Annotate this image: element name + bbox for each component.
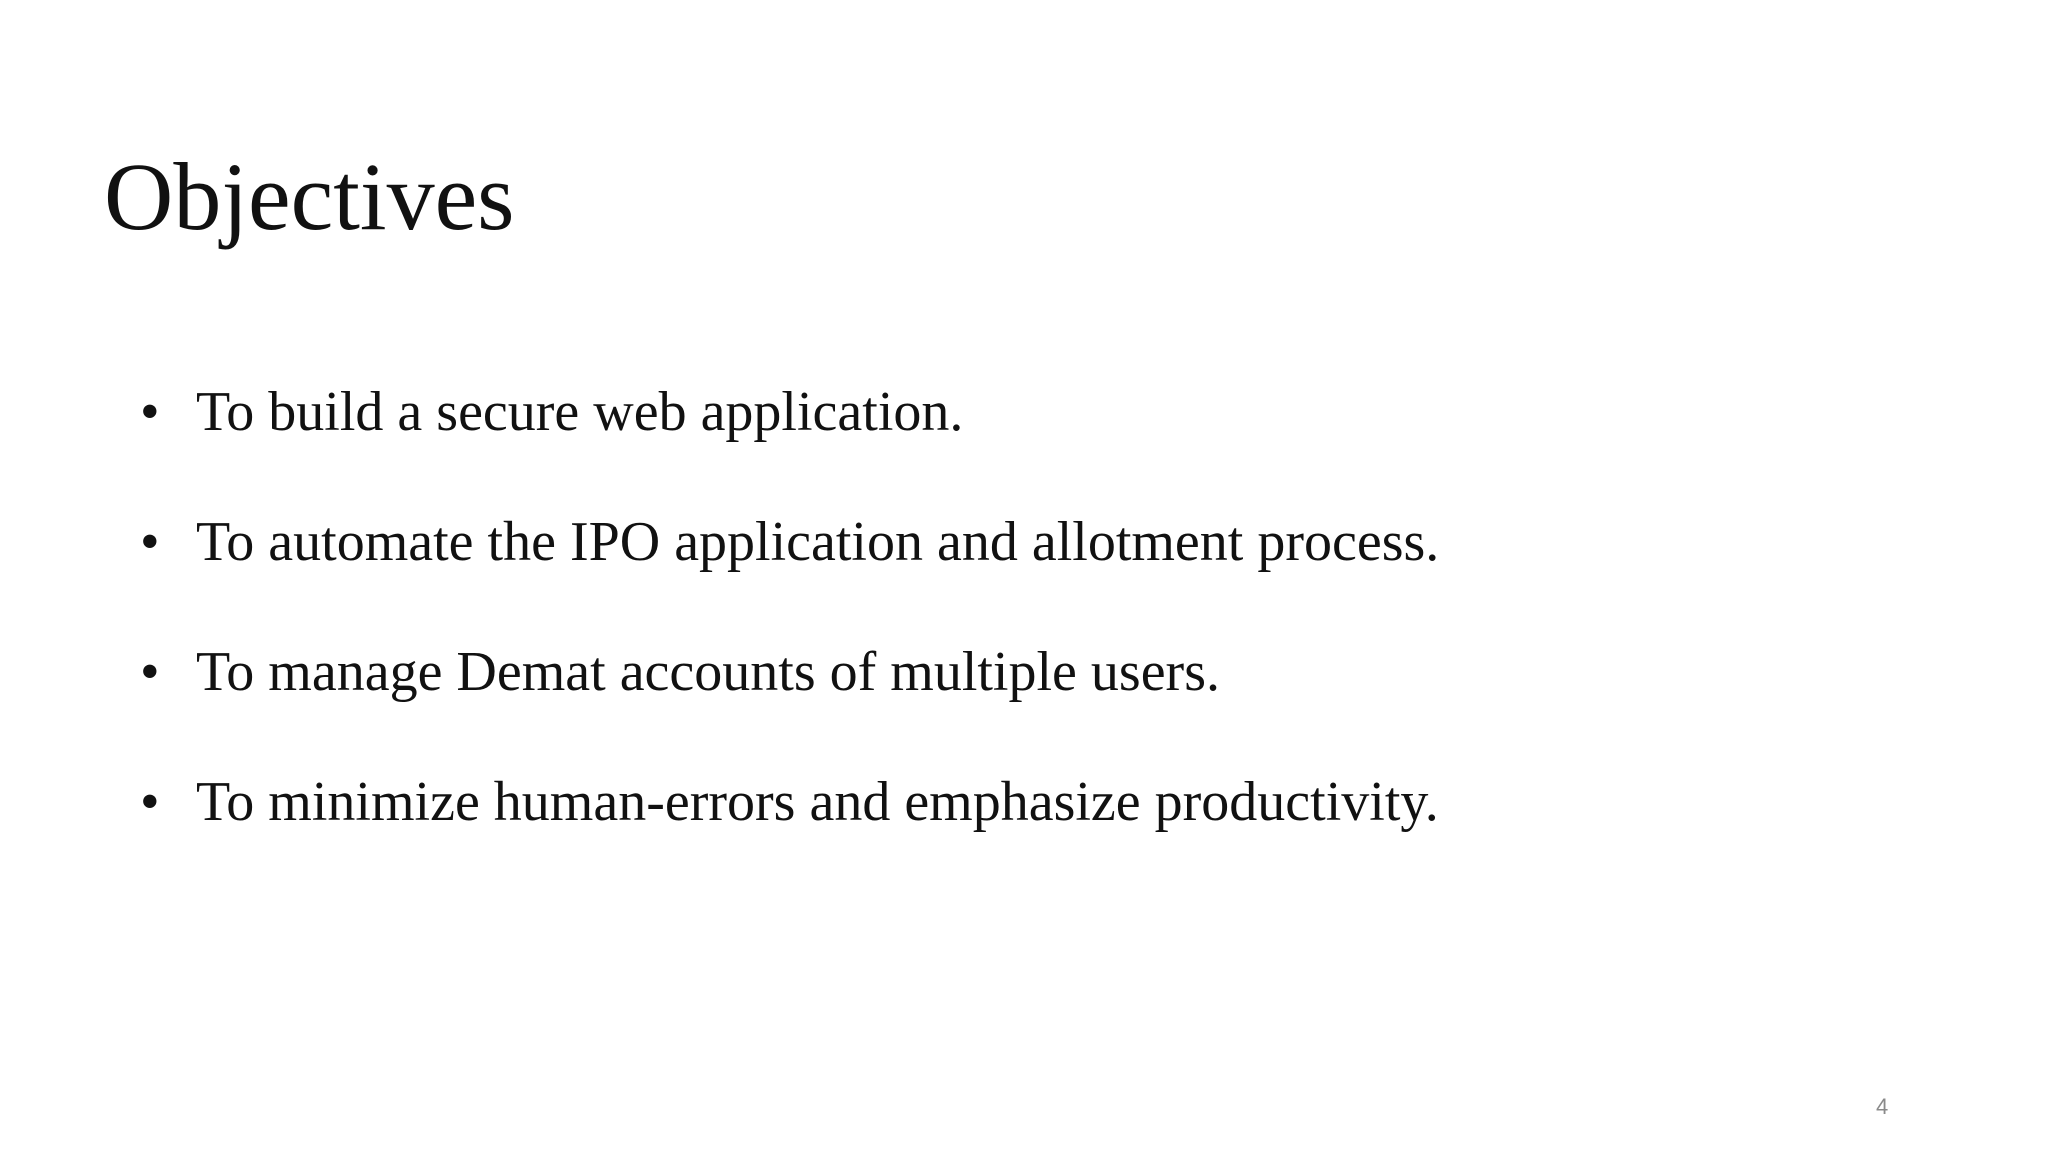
bullet-icon: • bbox=[140, 641, 160, 703]
list-item-text: To minimize human-errors and emphasize productivity. bbox=[196, 771, 1439, 833]
bullet-icon: • bbox=[140, 511, 160, 573]
list-item bbox=[140, 502, 1439, 632]
list-item bbox=[140, 762, 1439, 892]
bullet-icon: • bbox=[140, 771, 160, 833]
slide-number: 4 bbox=[1876, 1094, 1889, 1119]
slide-title: Objectives bbox=[104, 143, 515, 250]
list-item-text: To automate the IPO application and allotment process. bbox=[196, 511, 1440, 573]
list-item-text: To manage Demat accounts of multiple users. bbox=[196, 641, 1220, 703]
list-item bbox=[140, 632, 1439, 762]
bullet-icon: • bbox=[140, 381, 160, 443]
objectives-list bbox=[140, 372, 1439, 892]
list-item bbox=[140, 372, 1439, 502]
list-item-text: To build a secure web application. bbox=[196, 381, 964, 443]
